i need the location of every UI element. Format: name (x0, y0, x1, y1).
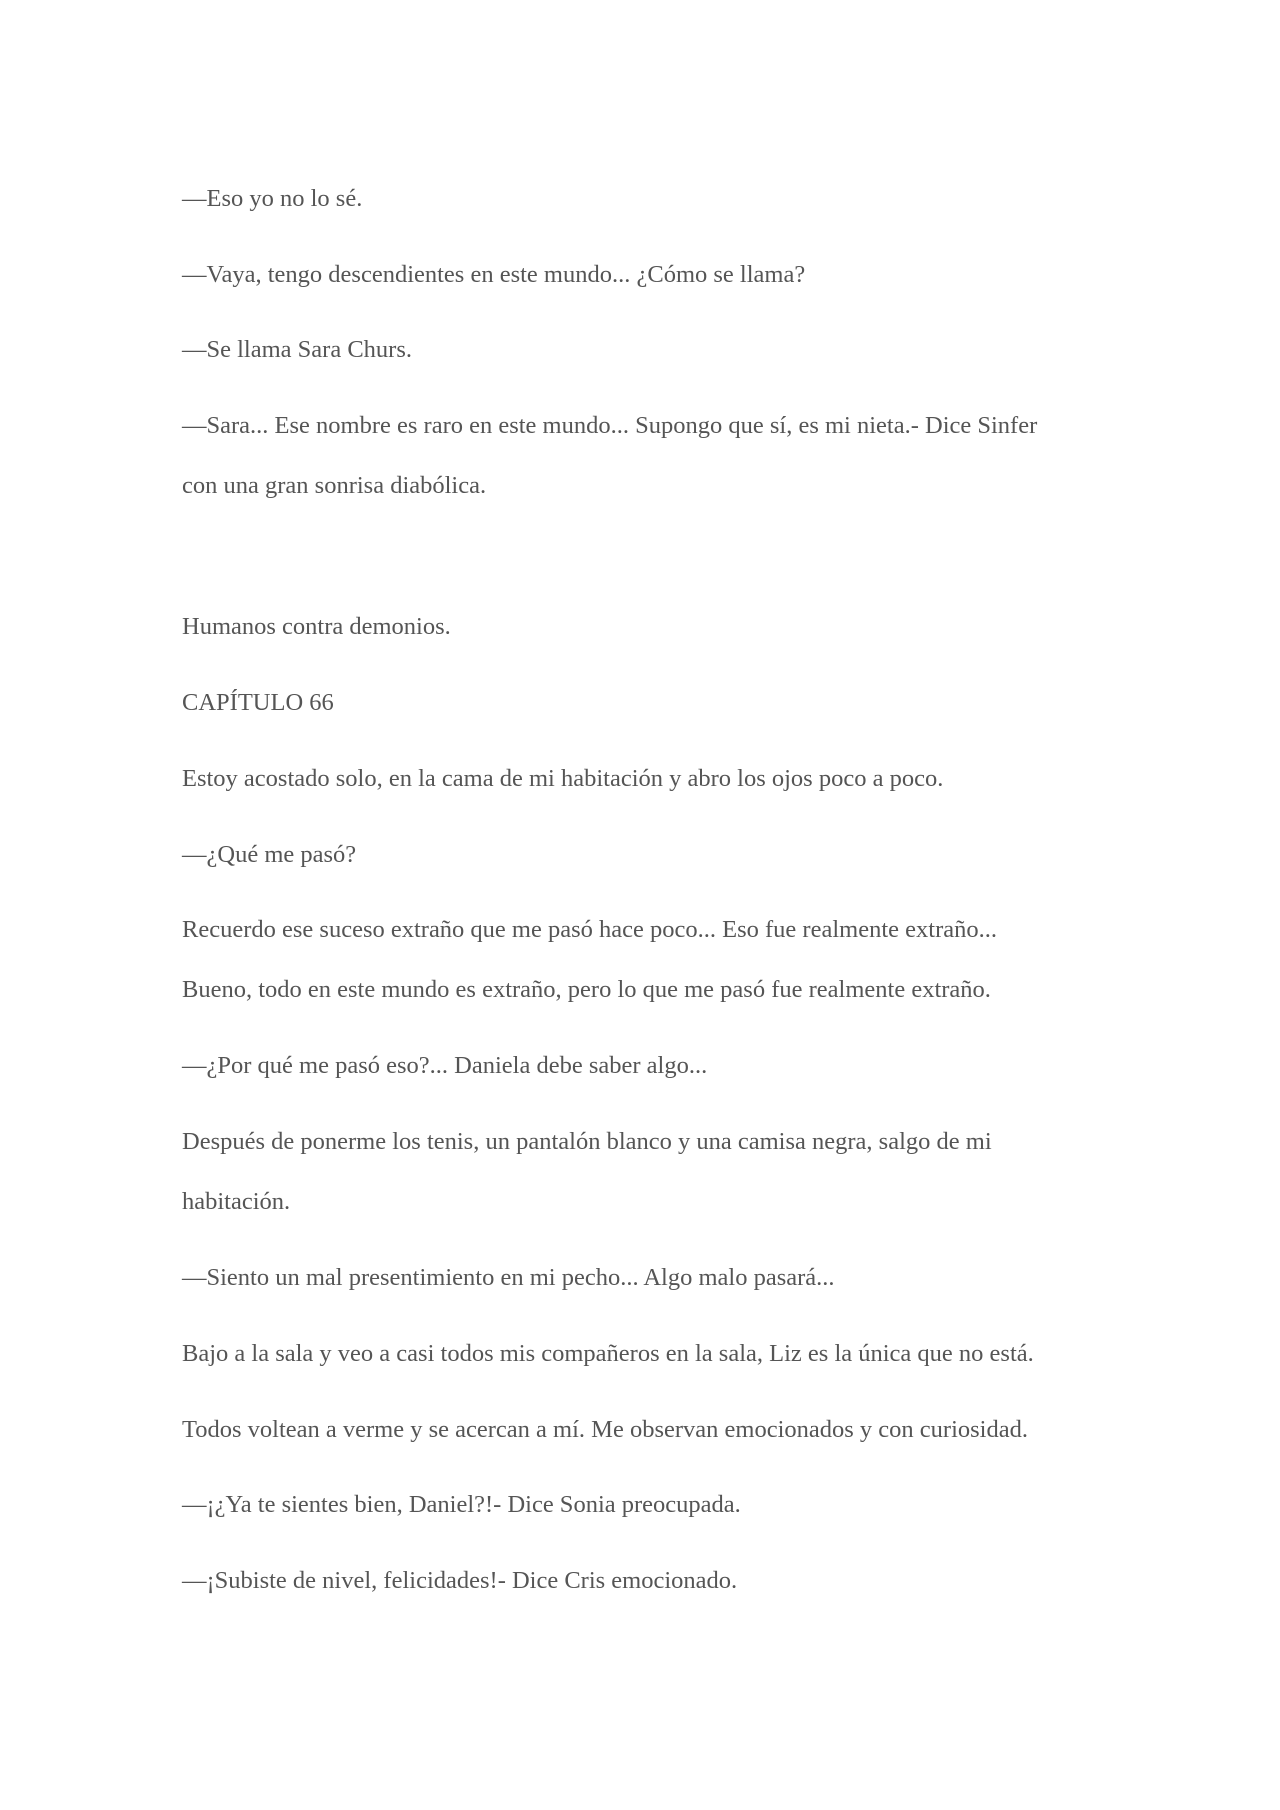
section-title: Humanos contra demonios. (182, 613, 451, 640)
paragraph: —¡¿Ya te sientes bien, Daniel?!- Dice Sonia preocupada. (182, 1491, 741, 1518)
paragraph-line: Bueno, todo en este mundo es extraño, pero lo que me pasó fue realmente extraño. (182, 976, 991, 1003)
paragraph: —Eso yo no lo sé. (182, 185, 363, 212)
paragraph-line: —Sara... Ese nombre es raro en este mundo... Supongo que sí, es mi nieta.- Dice Sinfer (182, 412, 1038, 439)
paragraph-line: habitación. (182, 1188, 291, 1215)
paragraph: —¿Por qué me pasó eso?... Daniela debe saber algo... (182, 1052, 708, 1079)
paragraph: —Siento un mal presentimiento en mi pecho... Algo malo pasará... (182, 1264, 835, 1291)
paragraph-line: Después de ponerme los tenis, un pantalón blanco y una camisa negra, salgo de mi (182, 1128, 992, 1155)
paragraph-line: con una gran sonrisa diabólica. (182, 472, 487, 499)
paragraph: Estoy acostado solo, en la cama de mi habitación y abro los ojos poco a poco. (182, 765, 944, 792)
paragraph: Todos voltean a verme y se acercan a mí. Me observan emocionados y con curiosidad. (182, 1416, 1028, 1443)
paragraph: —Vaya, tengo descendientes en este mundo... ¿Cómo se llama? (182, 261, 806, 288)
paragraph: —¿Qué me pasó? (182, 841, 357, 868)
paragraph: —¡Subiste de nivel, felicidades!- Dice Cris emocionado. (182, 1567, 738, 1594)
paragraph-line: Recuerdo ese suceso extraño que me pasó hace poco... Eso fue realmente extraño... (182, 916, 997, 943)
paragraph: Bajo a la sala y veo a casi todos mis compañeros en la sala, Liz es la única que no está. (182, 1340, 1034, 1367)
paragraph: —Se llama Sara Churs. (182, 336, 412, 363)
chapter-heading: CAPÍTULO 66 (182, 689, 334, 716)
